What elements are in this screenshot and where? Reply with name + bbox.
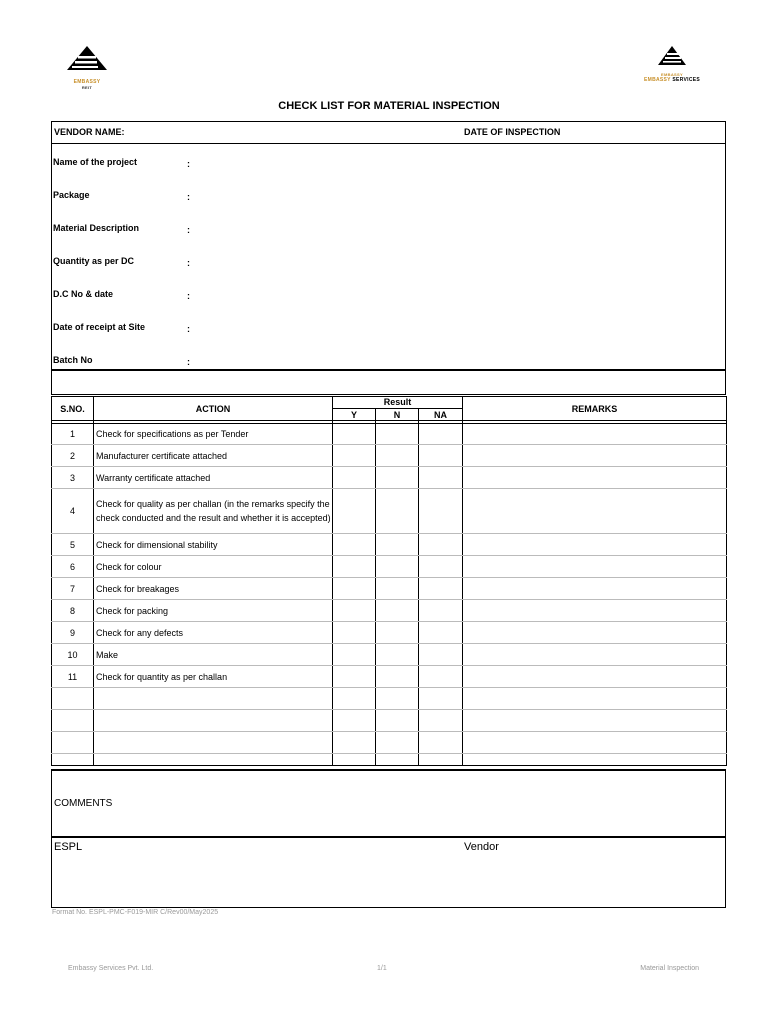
row-y-cell[interactable] <box>333 489 376 534</box>
row-na-cell[interactable] <box>419 732 463 754</box>
field-label-material-description: Material Description <box>53 223 140 233</box>
row-n-cell[interactable] <box>376 489 419 534</box>
table-row <box>52 534 727 556</box>
row-remarks-cell[interactable] <box>463 467 727 489</box>
header-action: ACTION <box>94 397 333 421</box>
logo-sub-text: REIT <box>81 85 93 90</box>
comments-label: COMMENTS <box>54 798 113 809</box>
row-action: Check for specifications as per Tender <box>94 424 333 445</box>
row-na-cell[interactable] <box>419 710 463 732</box>
table-header-row <box>52 397 727 409</box>
row-remarks-cell[interactable] <box>463 534 727 556</box>
row-na-cell[interactable] <box>419 556 463 578</box>
header-sno: S.NO. <box>52 397 94 421</box>
row-n-cell[interactable] <box>376 688 419 710</box>
date-of-inspection-label: DATE OF INSPECTION <box>464 127 561 137</box>
row-n-cell[interactable] <box>376 666 419 688</box>
row-n-cell[interactable] <box>376 732 419 754</box>
row-remarks-cell[interactable] <box>463 688 727 710</box>
row-n-cell[interactable] <box>376 424 419 445</box>
table-row-empty <box>52 754 727 766</box>
embassy-pyramid-icon <box>62 44 112 74</box>
field-label-receipt-date: Date of receipt at Site <box>53 322 146 332</box>
header-n: N <box>376 409 419 421</box>
row-action: Manufacturer certificate attached <box>94 445 333 467</box>
row-action: Warranty certificate attached <box>94 467 333 489</box>
row-sno: 7 <box>52 578 94 600</box>
row-n-cell[interactable] <box>376 754 419 766</box>
field-label-quantity: Quantity as per DC <box>53 256 135 266</box>
table-row-empty <box>52 732 727 754</box>
row-na-cell[interactable] <box>419 578 463 600</box>
row-n-cell[interactable] <box>376 578 419 600</box>
row-action: Check for quality as per challan (in the remarks specify the check conducted and the result and whether it is accepted) <box>94 489 333 534</box>
row-remarks-cell[interactable] <box>463 445 727 467</box>
embassy-pyramid-icon <box>640 45 704 67</box>
field-colon: : <box>187 159 190 169</box>
table-row <box>52 622 727 644</box>
field-colon: : <box>187 192 190 202</box>
field-colon: : <box>187 291 190 301</box>
row-n-cell[interactable] <box>376 467 419 489</box>
vendor-header-row <box>51 121 726 144</box>
logo-brand-text: EMBASSY <box>73 79 101 85</box>
row-sno: 6 <box>52 556 94 578</box>
signature-espl-label: ESPL <box>54 841 83 853</box>
row-remarks-cell[interactable] <box>463 424 727 445</box>
row-y-cell[interactable] <box>333 445 376 467</box>
row-sno: 2 <box>52 445 94 467</box>
row-action: Make <box>94 644 333 666</box>
row-sno: 3 <box>52 467 94 489</box>
field-colon: : <box>187 357 190 367</box>
row-y-cell[interactable] <box>333 710 376 732</box>
row-sno: 1 <box>52 424 94 445</box>
field-colon: : <box>187 324 190 334</box>
header-remarks: REMARKS <box>463 397 727 421</box>
embassy-services-logo <box>640 45 704 81</box>
row-remarks-cell[interactable] <box>463 578 727 600</box>
header-result: Result <box>333 397 463 409</box>
row-remarks-cell[interactable] <box>463 622 727 644</box>
row-na-cell[interactable] <box>419 666 463 688</box>
page-title: CHECK LIST FOR MATERIAL INSPECTION <box>278 100 500 112</box>
header-na: NA <box>419 409 463 421</box>
row-n-cell[interactable] <box>376 644 419 666</box>
embassy-reit-logo <box>62 44 112 88</box>
row-action: Check for packing <box>94 600 333 622</box>
logo-brand-text: EMBASSY <box>661 72 683 77</box>
format-number: Format No. ESPL-PMC-F019-MIR C/Rev00/May2025 <box>52 909 219 916</box>
signature-vendor-label: Vendor <box>464 841 499 853</box>
footer-document-name: Material Inspection <box>640 965 699 972</box>
row-y-cell[interactable] <box>333 622 376 644</box>
row-remarks-cell[interactable] <box>463 710 727 732</box>
row-y-cell[interactable] <box>333 424 376 445</box>
row-y-cell[interactable] <box>333 666 376 688</box>
blank-spacer-row <box>51 369 726 395</box>
field-label-batch-no: Batch No <box>53 355 93 365</box>
checklist-table <box>51 396 727 766</box>
row-action: Check for colour <box>94 556 333 578</box>
table-row <box>52 424 727 445</box>
row-y-cell[interactable] <box>333 556 376 578</box>
row-na-cell[interactable] <box>419 424 463 445</box>
row-sno: 8 <box>52 600 94 622</box>
details-section <box>51 143 726 370</box>
row-na-cell[interactable] <box>419 534 463 556</box>
table-row <box>52 666 727 688</box>
footer-page-number: 1/1 <box>377 965 387 972</box>
row-y-cell[interactable] <box>333 754 376 766</box>
vendor-name-label: VENDOR NAME: <box>54 127 125 137</box>
row-remarks-cell[interactable] <box>463 489 727 534</box>
row-action: Check for any defects <box>94 622 333 644</box>
row-y-cell[interactable] <box>333 467 376 489</box>
row-action: Check for breakages <box>94 578 333 600</box>
row-remarks-cell[interactable] <box>463 666 727 688</box>
field-colon: : <box>187 258 190 268</box>
row-remarks-cell[interactable] <box>463 754 727 766</box>
comments-section[interactable] <box>51 769 726 837</box>
row-y-cell[interactable] <box>333 534 376 556</box>
row-na-cell[interactable] <box>419 467 463 489</box>
row-na-cell[interactable] <box>419 489 463 534</box>
table-row-empty <box>52 688 727 710</box>
row-remarks-cell[interactable] <box>463 556 727 578</box>
row-y-cell[interactable] <box>333 732 376 754</box>
row-sno: 9 <box>52 622 94 644</box>
table-row <box>52 445 727 467</box>
row-n-cell[interactable] <box>376 622 419 644</box>
logo-sub-text <box>640 77 704 83</box>
table-row <box>52 489 727 534</box>
row-n-cell[interactable] <box>376 556 419 578</box>
row-y-cell[interactable] <box>333 644 376 666</box>
row-sno: 10 <box>52 644 94 666</box>
table-row <box>52 600 727 622</box>
logo-sub-prefix: EMBASSY <box>643 77 671 83</box>
row-remarks-cell[interactable] <box>463 732 727 754</box>
row-remarks-cell[interactable] <box>463 644 727 666</box>
row-na-cell[interactable] <box>419 622 463 644</box>
field-label-project: Name of the project <box>53 157 138 167</box>
row-na-cell[interactable] <box>419 754 463 766</box>
row-action: Check for dimensional stability <box>94 534 333 556</box>
table-row <box>52 467 727 489</box>
row-action: Check for quantity as per challan <box>94 666 333 688</box>
row-n-cell[interactable] <box>376 710 419 732</box>
row-sno: 4 <box>52 489 94 534</box>
row-y-cell[interactable] <box>333 600 376 622</box>
field-colon: : <box>187 225 190 235</box>
row-na-cell[interactable] <box>419 600 463 622</box>
row-n-cell[interactable] <box>376 445 419 467</box>
row-n-cell[interactable] <box>376 600 419 622</box>
row-na-cell[interactable] <box>419 688 463 710</box>
row-n-cell[interactable] <box>376 534 419 556</box>
row-sno: 11 <box>52 666 94 688</box>
row-sno: 5 <box>52 534 94 556</box>
footer-company: Embassy Services Pvt. Ltd. <box>68 965 154 972</box>
row-y-cell[interactable] <box>333 578 376 600</box>
table-row <box>52 556 727 578</box>
logo-sub-suffix: SERVICES <box>672 77 701 83</box>
field-label-package: Package <box>53 190 90 200</box>
field-label-dc-no: D.C No & date <box>53 289 114 299</box>
row-y-cell[interactable] <box>333 688 376 710</box>
row-na-cell[interactable] <box>419 644 463 666</box>
table-row <box>52 644 727 666</box>
row-remarks-cell[interactable] <box>463 600 727 622</box>
signature-section <box>51 836 726 908</box>
table-row <box>52 578 727 600</box>
row-na-cell[interactable] <box>419 445 463 467</box>
header-y: Y <box>333 409 376 421</box>
table-row-empty <box>52 710 727 732</box>
